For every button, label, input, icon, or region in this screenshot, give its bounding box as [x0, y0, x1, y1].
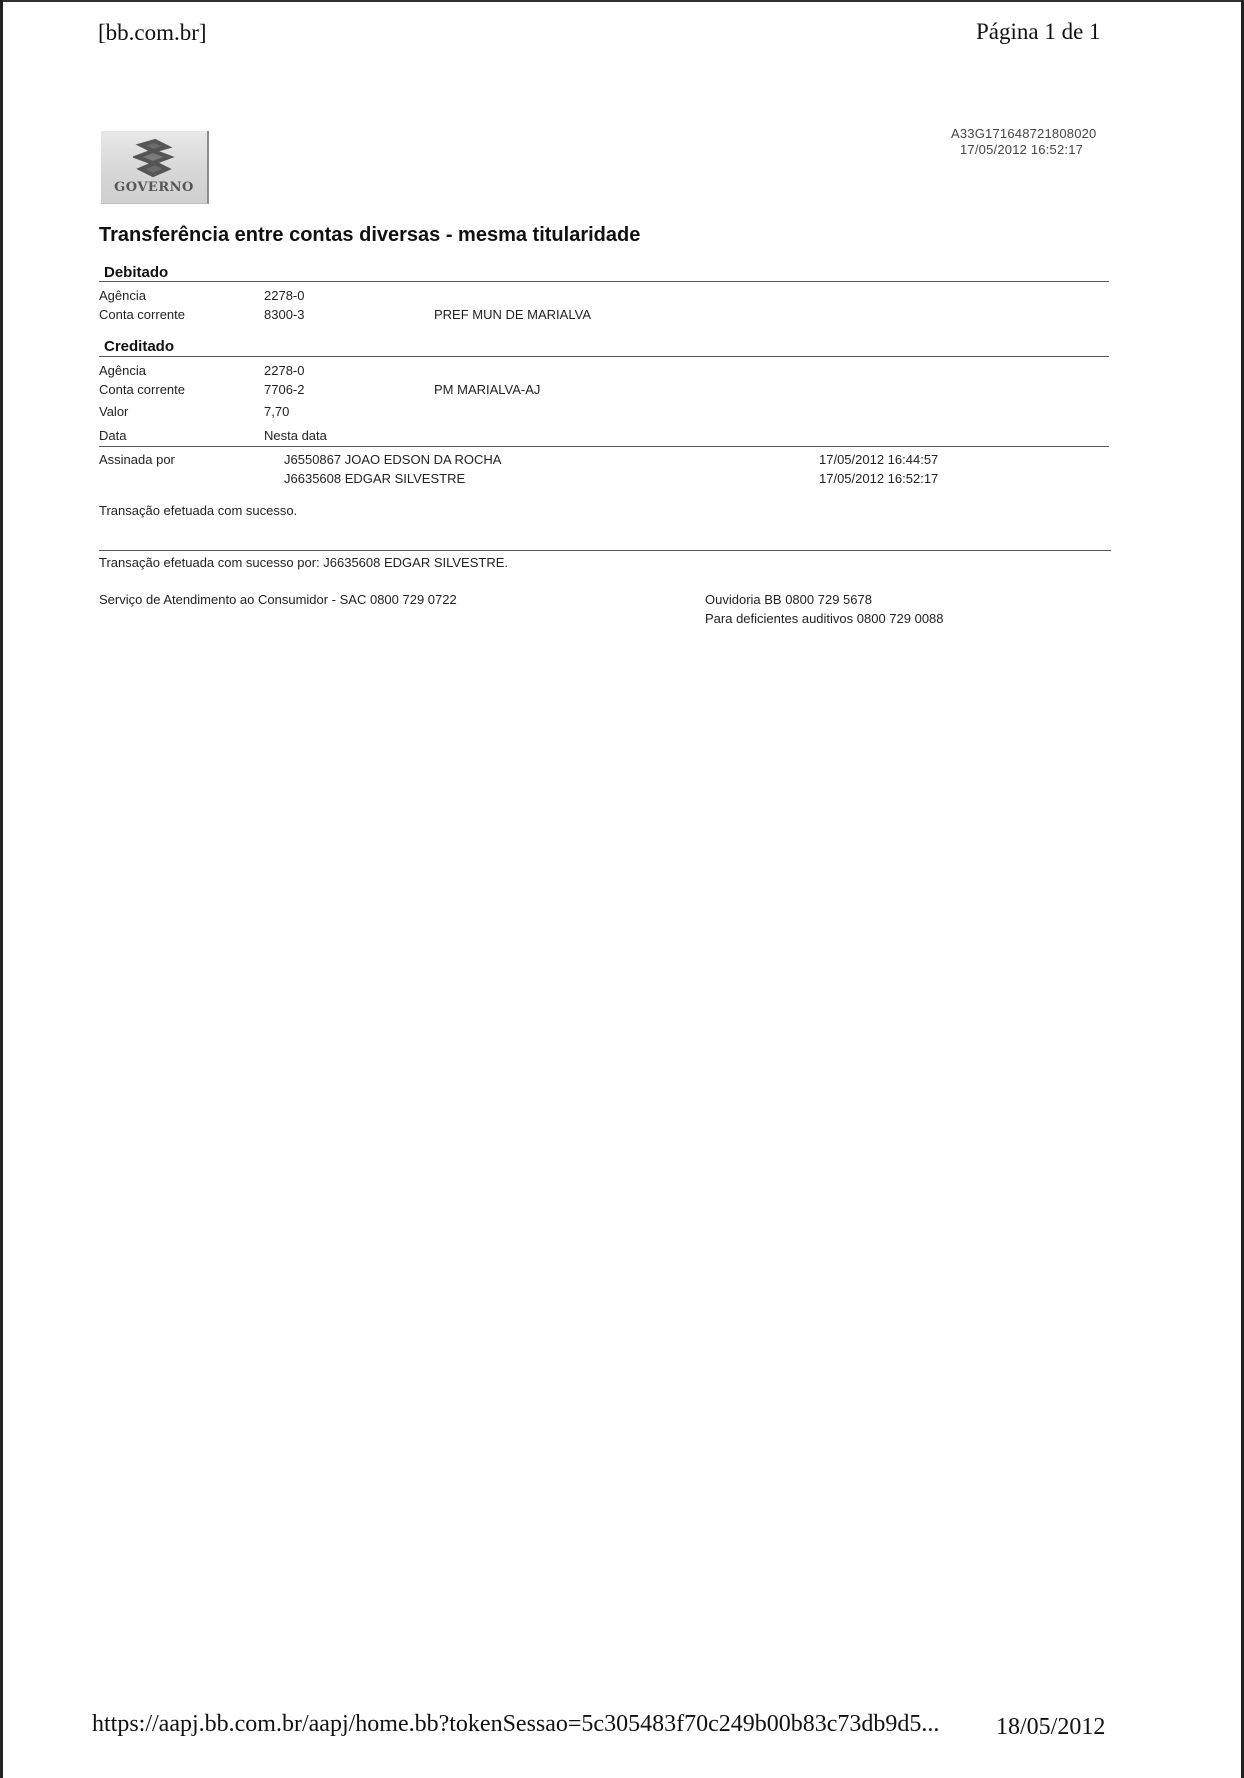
logo-text: GOVERNO — [114, 180, 194, 195]
creditado-agencia-label: Agência — [99, 363, 146, 378]
status-by-message: Transação efetuada com sucesso por: J6635608 EDGAR SILVESTRE. — [99, 555, 508, 570]
bank-logo — [101, 131, 209, 204]
deficientes-contact: Para deficientes auditivos 0800 729 0088 — [705, 611, 944, 626]
signer-name: J6550867 JOAO EDSON DA ROCHA — [284, 452, 502, 467]
divider — [99, 356, 1109, 357]
valor-label: Valor — [99, 404, 129, 419]
divider — [99, 281, 1109, 282]
creditado-conta-value: 7706-2 — [264, 382, 305, 397]
transaction-code: A33G171648721808020 — [951, 126, 1097, 141]
site-header: [bb.com.br] — [98, 20, 207, 45]
signer-datetime: 17/05/2012 16:44:57 — [819, 452, 939, 467]
creditado-agencia-value: 2278-0 — [264, 363, 305, 378]
assinada-label: Assinada por — [99, 452, 175, 467]
debitado-heading: Debitado — [104, 264, 169, 281]
ouvidoria-contact: Ouvidoria BB 0800 729 5678 — [705, 592, 872, 607]
debitado-agencia-value: 2278-0 — [264, 288, 305, 303]
divider — [99, 446, 1109, 447]
debitado-agencia-label: Agência — [99, 288, 146, 303]
data-value: Nesta data — [264, 428, 327, 443]
bb-logo-icon — [133, 139, 175, 179]
creditado-heading: Creditado — [104, 338, 175, 355]
page-number: Página 1 de 1 — [976, 19, 1101, 44]
creditado-conta-name: PM MARIALVA-AJ — [434, 382, 541, 397]
signer-datetime: 17/05/2012 16:52:17 — [819, 471, 939, 486]
scan-border-left — [0, 0, 3, 1778]
scan-border-top — [0, 0, 1244, 2]
footer-url: https://aapj.bb.com.br/aapj/home.bb?tokenSessao=5c305483f70c249b00b83c73db9d5... — [92, 1711, 940, 1737]
data-label: Data — [99, 428, 127, 443]
transaction-datetime: 17/05/2012 16:52:17 — [960, 142, 1084, 157]
debitado-conta-label: Conta corrente — [99, 307, 185, 322]
status-message: Transação efetuada com sucesso. — [99, 503, 298, 518]
signer-name: J6635608 EDGAR SILVESTRE — [284, 471, 466, 486]
sac-contact: Serviço de Atendimento ao Consumidor - SAC 0800 729 0722 — [99, 592, 457, 607]
creditado-conta-label: Conta corrente — [99, 382, 185, 397]
divider — [99, 550, 1111, 551]
valor-value: 7,70 — [264, 404, 290, 419]
debitado-conta-name: PREF MUN DE MARIALVA — [434, 307, 591, 322]
footer-date: 18/05/2012 — [996, 1714, 1106, 1740]
document-title: Transferência entre contas diversas - mesma titularidade — [99, 224, 641, 246]
debitado-conta-value: 8300-3 — [264, 307, 305, 322]
